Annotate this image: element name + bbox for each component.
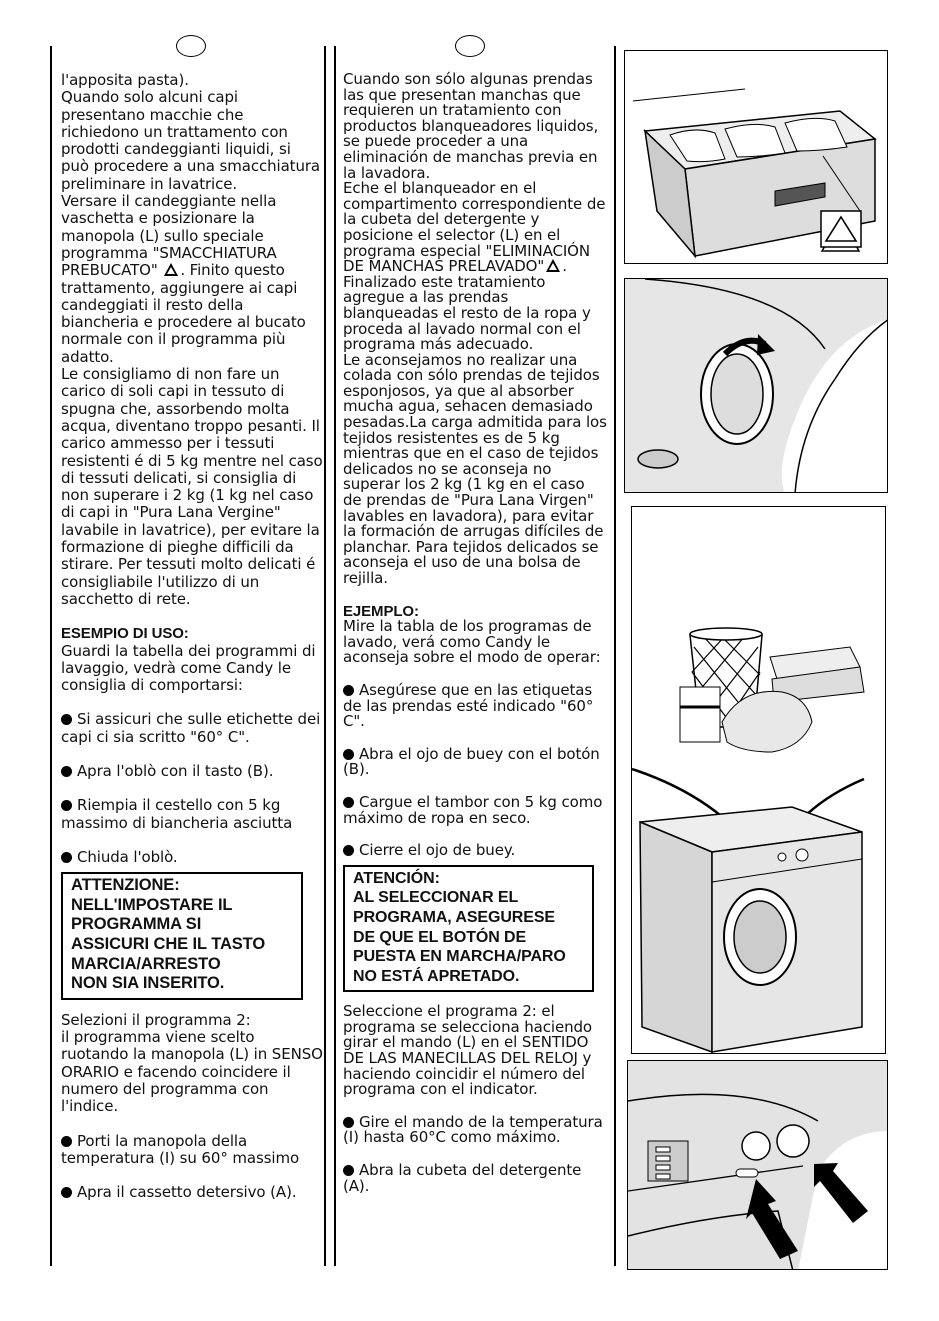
spanish-bullet-4: Cierre el ojo de buey. (343, 843, 607, 859)
warning-line: NO ESTÁ APRETADO. (353, 967, 520, 985)
warning-line: MARCIA/ARRESTO (71, 954, 221, 973)
spanish-bullet-1: Asegúrese que en las etiquetas de las prendas esté indicado "60° C". (343, 683, 607, 730)
spanish-example-heading: EJEMPLO: (343, 602, 419, 620)
warning-line: NON SIA INSERITO. (71, 974, 225, 993)
laundry-and-machine-drawing (632, 507, 886, 1054)
control-panel-drawing (628, 1061, 888, 1270)
spanish-column (343, 72, 607, 1211)
italian-bullet-3: Riempia il cestello con 5 kg massimo di biancheria asciutta (61, 797, 323, 832)
italian-bullet-2: Apra l'oblò con il tasto (B). (61, 763, 323, 780)
spanish-bullet-6: Abra la cubeta del detergente (A). (343, 1163, 607, 1194)
spanish-bullet-5: Gire el mando de la temperatura (I) hasta 60°C como máximo. (343, 1115, 607, 1146)
italian-intro: l'apposita pasta). Quando solo alcuni capi presentano macchie che richiedono un trattamento con prodotti candeggianti liquidi, si può procedere a una smacchiatura preliminare in lavatrice. Versare il candeggiante nella vaschetta e posizionare la manopola (L) sullo speciale programma "SMACCHIATURA PREBUCATO" . Finito questo trattamento, aggiungere ai capi candeggiati il resto della biancheria e procedere al bucato normale con il programma più adatto. Le consigliamo di non fare un carico di soli capi in tessuto di spugna che, assorbendo molta acqua, diventano troppo pesanti. Il carico ammesso per i tessuti resistenti é di 5 kg mentre nel caso di tessuti delicati, si consiglia di non superare i 2 kg (1 kg nel caso di capi in "Pura Lana Vergine" lavabile in lavatrice), per evitare la formazione di pieghe difficili da stirare. Per tessuti molto delicati é consigliabile l'utilizzo di un sacchetto di rete. (61, 71, 323, 608)
warning-line: PUESTA EN MARCHA/PARO (353, 948, 566, 966)
door-knob-drawing (625, 279, 888, 493)
language-circle-spanish (455, 35, 485, 57)
warning-line: AL SELECCIONAR EL (353, 889, 519, 907)
spanish-bullet-3: Cargue el tambor con 5 kg como máximo de ropa en seco. (343, 795, 607, 826)
italian-bullet-1: Si assicuri che sulle etichette dei capi ci sia scritto "60° C". (61, 711, 323, 746)
warning-line: NELL'IMPOSTARE IL (71, 895, 233, 914)
laundry-load-illustration (631, 506, 886, 1054)
spanish-warning-box (343, 865, 594, 993)
center-right-rule (334, 46, 336, 1266)
language-circle-italian (176, 35, 206, 57)
warning-triangle-icon (546, 259, 560, 272)
warning-line: PROGRAMMA SI (71, 915, 202, 934)
warning-line: DE QUE EL BOTÓN DE (353, 928, 527, 946)
right-column-rule (614, 46, 616, 1266)
center-left-rule (324, 46, 326, 1266)
italian-bullet-5: Porti la manopola della temperatura (I) su 60° massimo (61, 1133, 323, 1168)
warning-line: PROGRAMA, ASEGURESE (353, 908, 555, 926)
spanish-intro: Cuando son sólo algunas prendas las que presentan manchas que requieren un tratamiento con productos blanqueadores liquidos, se puede proceder a una eliminación de manchas previa en la lavadora. Eche el blanqueador en el compartimento correspondiente de la cubeta del detergente y posicione el selector (L) en el programa especial "ELIMINACIÓN DE MANCHAS PRELAVADO" . Finalizado este tratamiento agregue a las prendas blanqueadas el resto de la ropa y proceda al lavado normal con el programa más adecuado. Le aconsejamos no realizar una colada con sólo prendas de tejidos esponjosos, ya que al absorber mucha agua, sehacen demasiado pesadas.La carga admitida para los tejidos resistentes es de 5 kg mientras que en el caso de tejidos delicados no se aconseja no superar los 2 kg (1 kg en el caso de prendas de "Pura Lana Virgen" lavables en lavadora), para evitar la formación de arrugas difíciles de planchar. Para tejidos delicados se aconseja el uso de una bolsa de rejilla. (343, 70, 607, 587)
spanish-bullet-2: Abra el ojo de buey con el botón (B). (343, 747, 607, 778)
door-open-illustration (624, 278, 888, 493)
italian-bullet-4: Chiuda l'oblò. (61, 849, 323, 866)
italian-warning-box (61, 872, 303, 1000)
detergent-drawer-drawing (625, 51, 888, 264)
spanish-example-text: Mire la tabla de los programas de lavado, verá como Candy le aconseja sobre el modo de operar: (343, 617, 601, 667)
italian-bullet-6: Apra il cassetto detersivo (A). (61, 1184, 323, 1201)
italian-program-text: Selezioni il programma 2: il programma viene scelto ruotando la manopola (L) in SENSO ORARIO e facendo coincidere il numero del programma con l'indice. (61, 1010, 323, 1116)
warning-line: ATTENZIONE: (71, 876, 180, 895)
italian-column (61, 72, 323, 1218)
warning-line: ATENCIÓN: (353, 869, 440, 887)
warning-line: ASSICURI CHE IL TASTO (71, 934, 266, 953)
detergent-drawer-illustration (624, 50, 888, 264)
control-panel-illustration (627, 1060, 888, 1270)
italian-example-text: Guardi la tabella dei programmi di lavaggio, vedrà come Candy le consiglia di comportarsi: (61, 641, 316, 695)
spanish-program-text: Seleccione el programa 2: el programa se selecciona haciendo girar el mando (L) en el SENTIDO DE LAS MANECILLAS DEL RELOJ y haciendo coincidir el número del programa con el indicator. (343, 1002, 592, 1099)
left-margin-rule (50, 46, 52, 1266)
italian-example-heading: ESEMPIO DI USO: (61, 625, 189, 643)
warning-triangle-icon (164, 263, 178, 276)
